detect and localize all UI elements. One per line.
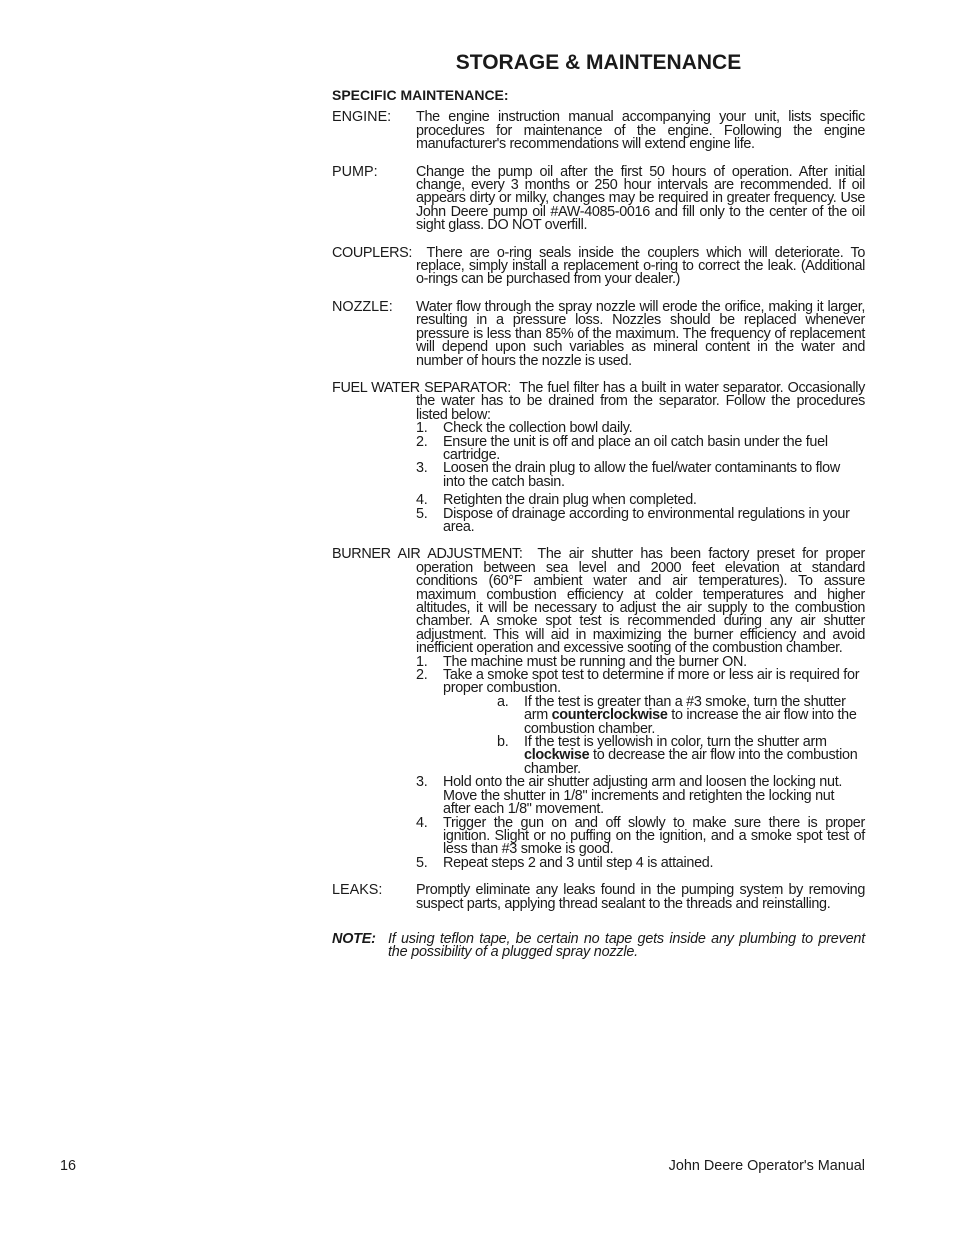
pump-label: PUMP: [332,163,378,180]
list-item: 2. Take a smoke spot test to determine if more or less air is required for proper combustion. a. If the test is greater than a #3 smoke, turn the shutter arm counterclockwise to increase the air flow into the combustion chamber. b. If the test is yellowish in color, turn the shutter arm clockwise to decrease the air flow into the combustion chamber. [416,669,865,776]
list-item: 3. Loosen the drain plug to allow the fuel/water contaminants to flow into the catch basin. [416,460,840,490]
list-item: a. If the test is greater than a #3 smoke, turn the shutter arm counterclockwise to increase the air flow into the combustion chamber. [497,693,857,737]
nozzle-label: NOZZLE: [332,298,393,315]
note-entry [332,930,865,961]
burner-entry [332,548,865,870]
list-item: 3. Hold onto the air shutter adjusting arm and loosen the locking nut. Move the shutter in 1/8" increments and retighten the locking nut after each 1/8" movement. [416,774,843,818]
burner-steps [416,653,865,871]
fuel-separator-label: FUEL WATER SEPARATOR: [332,379,511,396]
burner-label: BURNER AIR ADJUSTMENT: [332,546,523,563]
pump-text: Change the pump oil after the first 50 hours of operation. After initial change, every 3 months or 250 hour intervals are recommended. If oil appears dirty or milky, changes may be required in greater frequency. Use John Deere pump oil #AW-4085-0016 and fill only to the center of the oil sight glass. DO NOT overfill. [416,163,865,234]
burner-text: The air shutter has been factory preset for proper operation between sea level and 2000 feet elevation at standard conditions (60°F ambient water and air temperatures). To assure maximum combustion efficiency at colder temperatures and higher altitudes, it will be necessary to adjust the air supply to the combustion chamber. A smoke spot test is recommended during any air shutter adjustment. This will aid in maximizing the burner efficiency and avoid inefficient operation and excessive sooting of the combustion chamber. [416,546,865,657]
page-number: 16 [60,1158,77,1174]
engine-entry [332,111,865,151]
burner-paragraph [332,546,865,657]
list-item: 1. The machine must be running and the burner ON. [416,653,747,670]
couplers-text: There are o-ring seals inside the couplers which will deteriorate. To replace, simply install a replacement o-ring to correct the leak. (Additional o-rings can be purchased from your dealer.) [416,244,865,288]
fuel-separator-steps [416,422,865,534]
list-item: 5. Repeat steps 2 and 3 until step 4 is attained. [416,854,714,871]
leaks-label: LEAKS: [332,882,383,899]
leaks-text: Promptly eliminate any leaks found in the pumping system by removing suspect parts, applying thread sealant to the threads and reinstalling. [416,882,865,912]
manual-title: John Deere Operator's Manual [668,1158,865,1174]
list-item: 1. Check the collection bowl daily. [416,420,633,437]
burner-substeps [497,693,865,777]
couplers-entry [332,244,865,288]
section-subheading: SPECIFIC MAINTENANCE: [332,87,509,103]
note-text: If using teflon tape, be certain no tape gets inside any plumbing to prevent the possibility of a plugged spray nozzle. [388,930,865,961]
couplers-label: COUPLERS: [332,244,413,261]
page-title: STORAGE & MAINTENANCE [455,51,742,74]
engine-label: ENGINE: [332,109,392,126]
fuel-separator-text: The fuel filter has a built in water separator. Occasionally the water has to be drained from the separator. Follow the procedures listed below: [416,379,865,423]
fuel-separator-entry [332,379,865,535]
engine-text: The engine instruction manual accompanying your unit, lists specific procedures for maintenance of the engine. Following the engine manufacturer's recommendations will extend engine life. [416,109,865,153]
list-item: b. If the test is yellowish in color, turn the shutter arm clockwise to decrease the air flow into the combustion chamber. [497,734,858,777]
leaks-entry [332,884,865,911]
couplers-paragraph [332,244,865,288]
list-item: 4. Trigger the gun on and off slowly to make sure there is proper ignition. Slight or no puffing on the ignition, and a smoke spot test of less than #3 smoke is good. [416,814,865,858]
nozzle-text: Water flow through the spray nozzle will erode the orifice, making it larger, resulting in a pressure loss. Nozzles should be replaced whenever pressure is less than 85% of the maximum. The frequency of replacement will depend upon such variables as mineral content in the water and number of hours the nozzle is used. [416,298,865,369]
note-label: NOTE: [332,930,376,947]
pump-entry [332,163,865,234]
list-item: 2. Ensure the unit is off and place an oil catch basin under the fuel cartridge. [416,433,828,463]
list-item: 4. Retighten the drain plug when completed. [416,492,697,509]
list-item: 5. Dispose of drainage according to environmental regulations in your area. [416,505,850,535]
maintenance-content [332,89,865,960]
fuel-separator-paragraph [332,379,865,423]
nozzle-entry [332,298,865,369]
